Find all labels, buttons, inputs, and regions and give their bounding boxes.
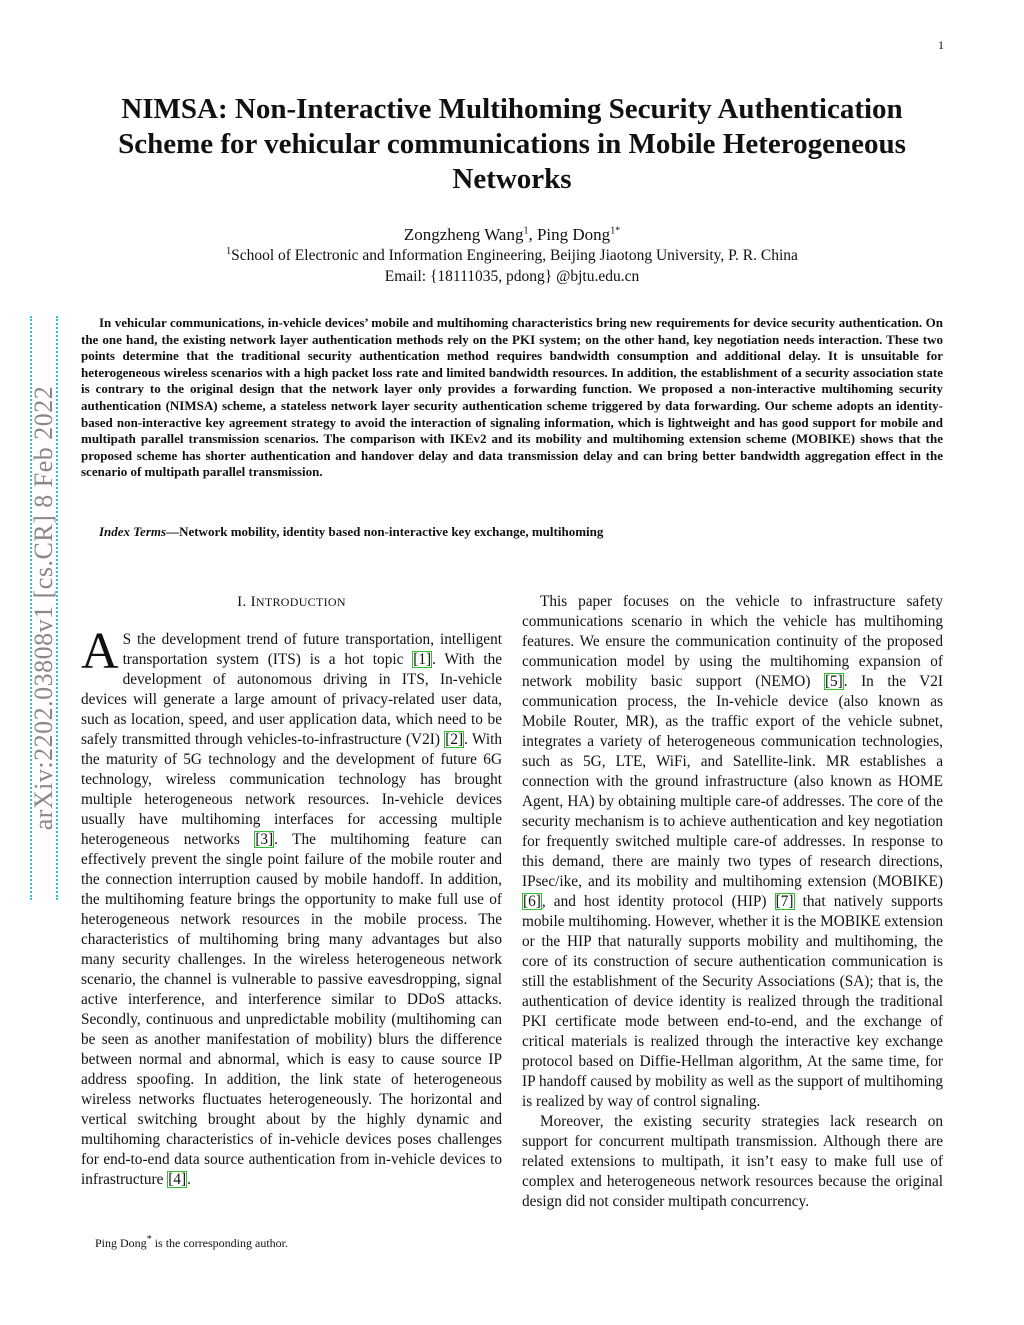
citation-link[interactable]: [6] <box>523 893 541 910</box>
index-terms-dash: — <box>166 524 180 539</box>
citation-link[interactable]: [1] <box>413 651 432 668</box>
footnote-mark: * <box>146 1234 152 1245</box>
paper-title: NIMSA: Non-Interactive Multihoming Security Authentication Scheme for vehicular communications in Mobile Heterogeneous Networks <box>118 93 906 195</box>
section-heading <box>81 592 502 612</box>
index-terms-text: Network mobility, identity based non-interactive key exchange, multihoming <box>179 524 604 539</box>
section-title-smallcaps: NTRODUCTION <box>255 595 346 609</box>
author-name: Ping Dong <box>536 225 611 244</box>
text-run: . With the maturity of 5G technology and the development of future 6G technology, wireless communication technology has brought multiple heterogeneous network resources. In-vehicle devices usually have multihoming interfaces for accessing multiple heterogeneous networks <box>81 731 502 848</box>
index-terms-label: Index Terms <box>99 524 167 539</box>
section-number: I. <box>237 594 251 610</box>
abstract: In vehicular communications, in-vehicle devices’ mobile and multihoming characteristics bring new requirements for device security authentication. On the one hand, the existing network layer authentication methods rely on the PKI system; on the other hand, key negotiation needs interaction. These two points determine that the traditional security authentication method requires bandwidth consumption and additional delay. It is unsuitable for heterogeneous wireless scenarios with a high packet loss rate and limited bandwidth resources. In addition, the establishment of a security association state is contrary to the original design that the network layer only provides a forwarding function. We proposed a non-interactive multihoming security authentication (NIMSA) scheme, a stateless network layer security authentication scheme triggered by data forwarding. Our scheme adopts an identity-based non-interactive key agreement strategy to avoid the interaction of signaling information, which is lightweight and has good support for mobile and multipath parallel transmission scenarios. The comparison with IKEv2 and its mobility and multihoming extension scheme (MOBIKE) shows that the proposed scheme has shorter authentication and handover delay and data transmission delay and can bring better bandwidth aggregation effect in the scenario of multipath parallel transmission. <box>81 315 943 480</box>
author-block <box>100 224 924 287</box>
affiliation-mark: 1 <box>523 225 529 237</box>
text-run: that natively supports mobile multihoming. However, whether it is the MOBIKE extension or the HIP that naturally supports mobility and multihoming, the core of its construction of secure authentication communication is still the establishment of the Security Associations (SA); that is, the authentication of device identity is realized through the traditional PKI certificate mode between end-to-end, and the exchange of critical materials is realized through the interactive key exchange protocol based on Diffie-Hellman algorithm, At the same time, for IP handoff caused by mobility as well as the support of multihoming is realized by way of control signaling. <box>522 893 944 1110</box>
citation-link[interactable]: [3] <box>255 831 274 848</box>
text-run: S the development trend of future transportation, intelligent transportation system (ITS) is a hot topic <box>122 631 502 668</box>
text-run: . The multihoming feature can effectively prevent the single point failure of the mobile router and the connection interruption caused by mobile handoff. In addition, the multihoming feature brings the opportunity to make full use of heterogeneous network resources in the mobile process. The characteristics of multihoming bring many advantages but also many security challenges. In the wireless heterogeneous network scenario, the channel is vulnerable to passive eavesdropping, signal active interference, and interference similar to DDoS attacks. Secondly, continuous and unpredictable mobility (multihoming can be seen as another manifestation of mobility) blurs the difference between normal and abnormal, which is easy to cause source IP address spoofing. In addition, the link state of heterogeneous wireless networks fluctuates heterogeneously. The horizontal and vertical switching brought about by the highly dynamic and multihoming characteristics of in-vehicle devices poses challenges for end-to-end data source authentication from in-vehicle devices to infrastructure <box>81 831 502 1188</box>
footnote <box>95 1236 288 1251</box>
intro-paragraph <box>81 623 503 1190</box>
footnote-text: is the corresponding author. <box>151 1236 288 1250</box>
text-run: , and host identity protocol (HIP) <box>541 893 775 910</box>
text-run: . In the V2I communication process, the In-vehicle device (also known as Mobile Router, MR), as the traffic export of the vehicle subnet, integrates a variety of heterogeneous communication technologies, such as 5G, LTE, WiFi, and Satellite-link. MR establishes a connection with the ground infrastructure (also known as HOME Agent, HA) by obtaining multiple care-of addresses. The core of the security mechanism is to achieve authentication and key negotiation for frequently switched multiple care-of addresses. In response to this demand, there are mainly two types of research directions, IPsec/ike, and its mobility and multihoming extension (MOBIKE) <box>522 673 943 890</box>
page-number: 1 <box>938 38 944 52</box>
left-column <box>81 592 502 1190</box>
text-run: This paper focuses on the vehicle to infrastructure safety communications scenario in which the vehicle has multihoming features. We ensure the communication continuity of the proposed communication model by using the multihoming expansion of network mobility basic support (NEMO) <box>522 593 943 690</box>
author-names <box>100 224 924 245</box>
citation-link[interactable]: [5] <box>824 673 843 690</box>
right-column <box>522 592 943 1212</box>
body-paragraph: Moreover, the existing security strategies lack research on support for concurrent multipath transmission. Although there are related extensions to multipath, it isn’t easy to make full use of complex and heterogeneous network resources because the original design did not consider multipath concurrency. <box>522 1113 943 1210</box>
affiliation <box>100 245 924 266</box>
text-run: . With the development of autonomous driving in ITS, In-vehicle devices will generate a large amount of privacy-related user data, such as location, speed, and user application data, which need to be safely transmitted through vehicles-to-infrastructure (V2I) <box>81 651 503 748</box>
affiliation-text: School of Electronic and Information Engineering, Beijing Jiaotong University, P. R. China <box>231 247 798 264</box>
text-run: . <box>187 1171 191 1188</box>
author-separator: , <box>528 225 537 244</box>
author-name: Zongzheng Wang <box>403 225 524 244</box>
arxiv-identifier: arXiv:2202.03808v1 [cs.CR] 8 Feb 2022 <box>29 385 58 831</box>
affiliation-mark: 1* <box>610 225 621 237</box>
body-paragraph <box>522 592 943 1112</box>
arxiv-stamp <box>30 316 58 900</box>
citation-link[interactable]: [4] <box>168 1171 187 1188</box>
index-terms <box>81 524 943 540</box>
citation-link[interactable]: [2] <box>445 731 464 748</box>
drop-cap: A <box>81 623 119 680</box>
affiliation-mark: 1 <box>226 245 232 257</box>
citation-link[interactable]: [7] <box>775 893 794 910</box>
author-email: Email: {18111035, pdong} @bjtu.edu.cn <box>384 268 640 285</box>
footnote-name: Ping Dong <box>95 1236 147 1250</box>
section-initial: I <box>250 594 256 610</box>
